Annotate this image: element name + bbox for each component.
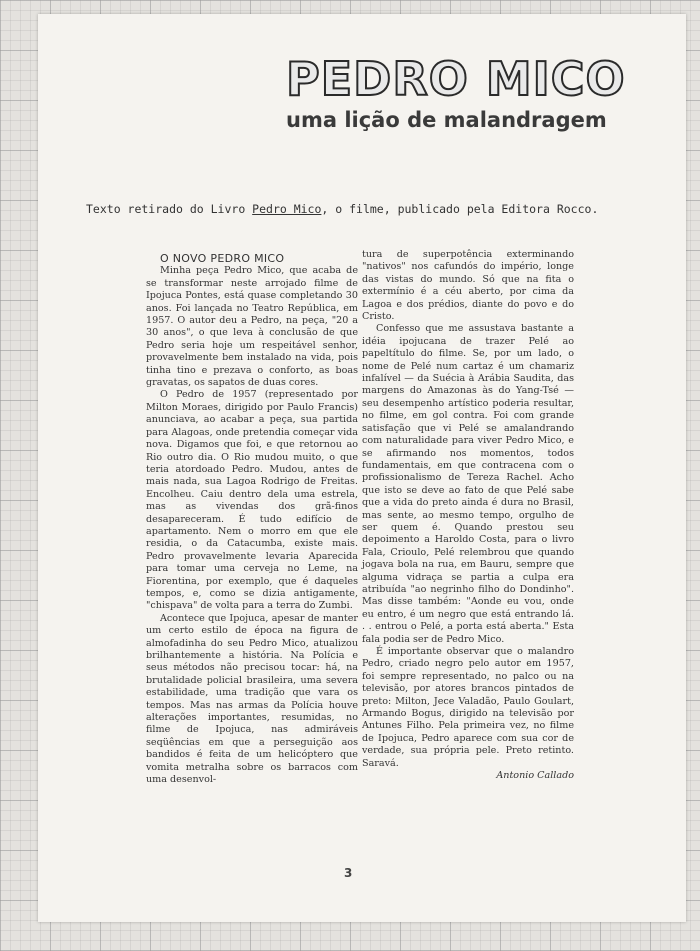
paragraph: O Pedro de 1957 (representado por Milton Moraes, dirigido por Paulo Francis) anunciava, ao acabar a peça, sua partida para Alagoas, onde pretendia começar vida nova. Digamos que foi, e que retornou ao Rio outro dia. O Rio mudou muito, o que teria atordoado Pedro. Mudou, antes de mais nada, sua Lagoa Rodrigo de Freitas. Encolheu. Caiu dentro dela uma estrela, mas as vivendas dos grã-finos desapareceram. É tudo edifício de apartamento. Nem o morro em que ele residia, o da Catacumba, existe mais. Pedro provavelmente levaria Aparecida para tomar uma cerveja no Leme, na Fiorentina, por exemplo, que é daqueles tempos, e, como se dizia antigamente, "chispava" de volta para a terra do Zumbi. — [146, 389, 358, 612]
paragraph: tura de superpotência exterminando "nativos" nos cafundós do império, longe das vistas do mundo. Só que na fita o extermínio é a céu aberto, por cima da Lagoa e dos prédios, diante do povo e do Cristo. — [362, 249, 574, 323]
page-number: 3 — [344, 866, 353, 880]
article-heading: O NOVO PEDRO MICO — [160, 252, 285, 265]
source-note-suffix: , o filme, publicado pela Editora Rocco. — [321, 202, 599, 216]
source-book-title: Pedro Mico — [252, 202, 322, 216]
source-note — [86, 202, 598, 216]
paragraph: Acontece que Ipojuca, apesar de manter um certo estilo de época na figura de almofadinha do seu Pedro Mico, atualizou brilhantemente a história. Na Polícia e seus métodos não precisou tocar: há, na brutalidade policial brasileira, uma severa estabilidade, uma tradição que vara os tempos. Mas nas armas da Polícia houve alterações importantes, resumidas, no filme de Ipojuca, nas admiráveis seqüências em que a perseguição aos bandidos é feita de um helicóptero que vomita metralha sobre os barracos com uma desenvol- — [146, 612, 358, 786]
page-title: PEDRO MICO — [286, 52, 626, 106]
page-subtitle: uma lição de malandragem — [286, 108, 607, 132]
paragraph: É importante observar que o malandro Pedro, criado negro pelo autor em 1957, foi sempre representado, no palco ou na televisão, por atores brancos pintados de preto: Milton, Jece Valadão, Paulo Goulart, Armando Bogus, dirigido na televisão por Antunes Filho. Pela primeira vez, no filme de Ipojuca, Pedro aparece com sua cor de verdade, sua própria pele. Preto retinto. Saravá. — [362, 646, 574, 769]
paragraph: Confesso que me assustava bastante a idéia ipojucana de trazer Pelé ao papeltítulo do filme. Se, por um lado, o nome de Pelé num cartaz é um chamariz infalível — da Suécia à Arábia Saudita, das margens do Amazonas às do Yang-Tsé — seu desempenho artístico poderia resultar, no filme, em gol contra. Foi com grande satisfação que vi Pelé se amalandrando com naturalidade para viver Pedro Mico, e se afirmando nos momentos, todos fundamentais, em que contracena com o profissionalismo de Tereza Rachel. Acho que isto se deve ao fato de que Pelé sabe que a vida do preto ainda é dura no Brasil, mas sente, ao mesmo tempo, orgulho de ser quem é. Quando prestou seu depoimento a Haroldo Costa, para o livro Fala, Crioulo, Pelé relembrou que quando jogava bola na rua, em Bauru, sempre que alguma vidraça se partia a culpa era atribuída "ao negrinho filho do Dondinho". Mas disse também: "Aonde eu vou, onde eu entro, é um negro que está entrando lá. . . entrou o Pelé, a porta está aberta." Esta fala podia ser de Pedro Mico. — [362, 323, 574, 645]
document-page — [38, 14, 686, 922]
article-author: Antonio Callado — [496, 770, 574, 782]
article-column-left — [146, 253, 358, 786]
source-note-prefix: Texto retirado do Livro — [86, 202, 253, 216]
article-column-right — [362, 249, 574, 782]
paragraph: Minha peça Pedro Mico, que acaba de se transformar neste arrojado filme de Ipojuca Pontes, está quase completando 30 anos. Foi lançada no Teatro República, em 1957. O autor deu a Pedro, na peça, "20 a 30 anos", o que leva à conclusão de que Pedro seria hoje um respeitável senhor, provavelmente bem instalado na vida, pois tinha tino e prezava o conforto, as boas gravatas, os sapatos de duas cores. — [146, 265, 358, 389]
